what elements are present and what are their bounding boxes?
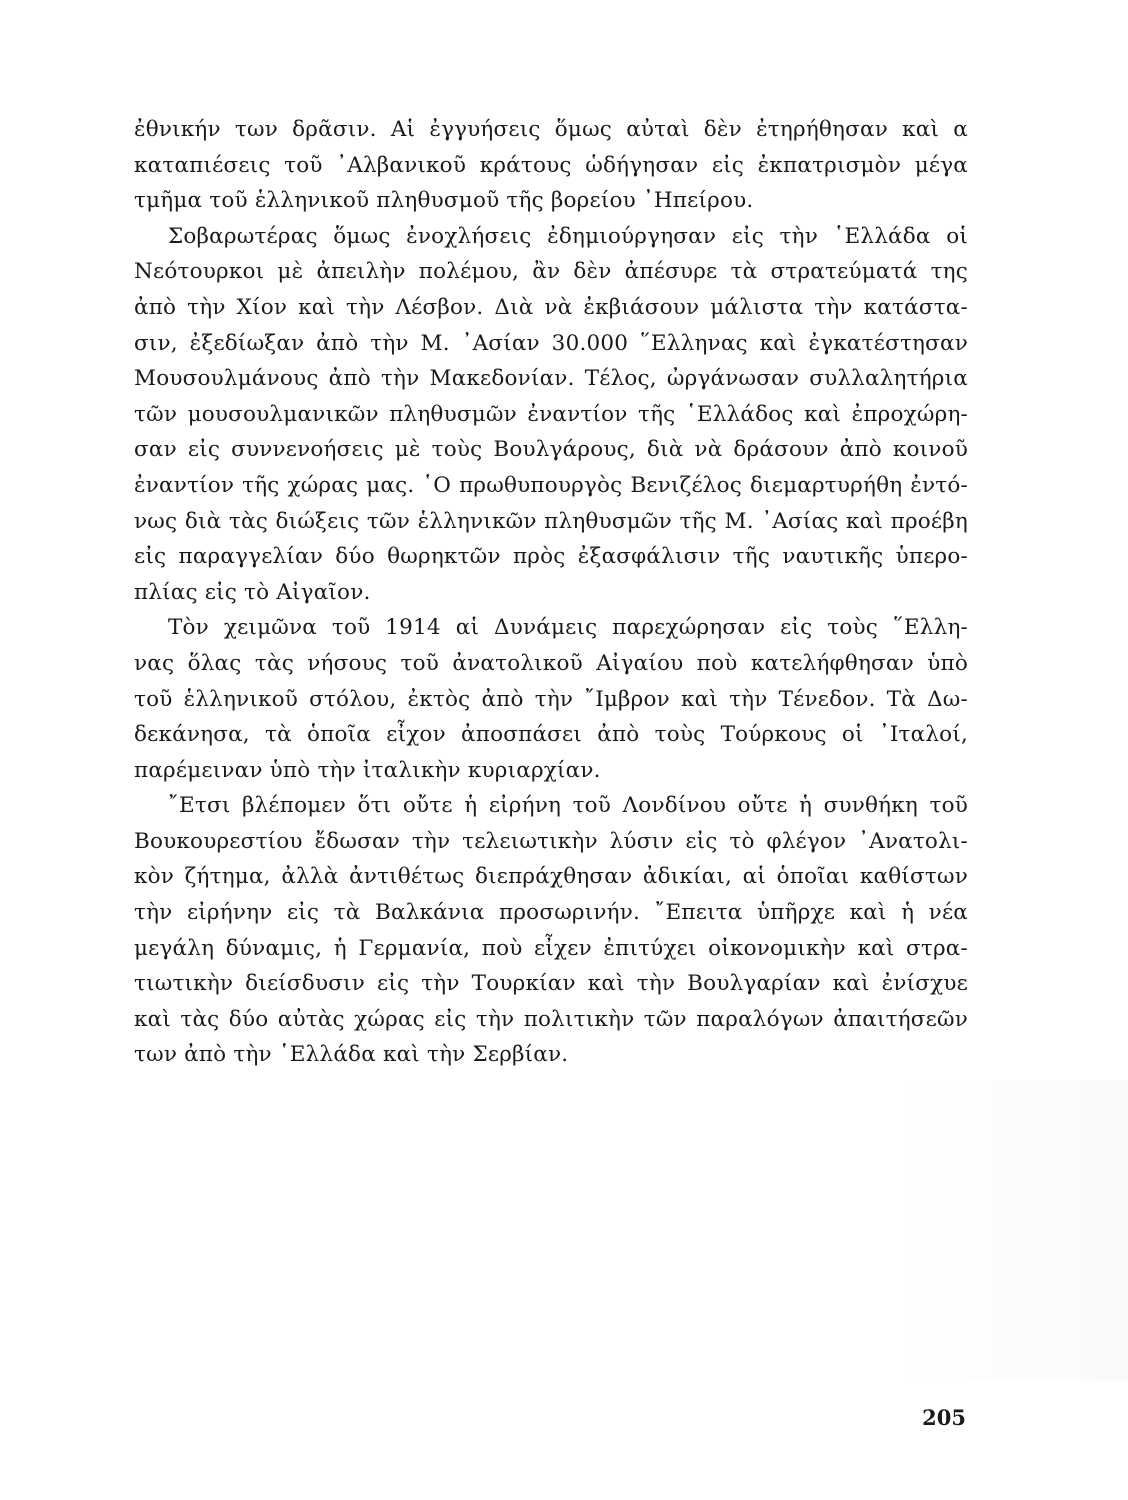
text-line: μεγάλη δύναμις, ἡ Γερμανία, ποὺ εἶχεν ἐπιτύχει οἰκονομικὴν καὶ στρα- (134, 935, 968, 961)
paragraph (134, 788, 968, 1073)
text-line: Μουσουλμάνους ἀπὸ τὴν Μακεδονίαν. Τέλος, ὠργάνωσαν συλλαλητήρια (134, 366, 968, 392)
text-line: εἰς παραγγελίαν δύο θωρηκτῶν πρὸς ἐξασφάλισιν τῆς ναυτικῆς ὑπερο- (134, 544, 968, 570)
text-line: τὴν εἰρήνην εἰς τὰ Βαλκάνια προσωρινήν. ῎Επειτα ὑπῆρχε καὶ ἡ νέα (134, 900, 968, 926)
text-line: Νεότουρκοι μὲ ἀπειλὴν πολέμου, ἂν δὲν ἀπέσυρε τὰ στρατεύματά της (134, 259, 968, 285)
text-line: σιν, ἐξεδίωξαν ἀπὸ τὴν Μ. ᾿Ασίαν 30.000 ῞Ελληνας καὶ ἐγκατέστησαν (134, 330, 968, 356)
text-line: Σοβαρωτέρας ὅμως ἐνοχλήσεις ἐδημιούργησαν εἰς τὴν ῾Ελλάδα οἱ (168, 223, 968, 249)
text-line: Βουκουρεστίου ἔδωσαν τὴν τελειωτικὴν λύσιν εἰς τὸ φλέγον ᾿Ανατολι- (134, 828, 968, 854)
text-line: των ἀπὸ τὴν ῾Ελλάδα καὶ τὴν Σερβίαν. (134, 1042, 569, 1068)
text-line: νας ὅλας τὰς νήσους τοῦ ἀνατολικοῦ Αἰγαίου ποὺ κατελήφθησαν ὑπὸ (134, 650, 968, 676)
text-line: τιωτικὴν διείσδυσιν εἰς τὴν Τουρκίαν καὶ τὴν Βουλγαρίαν καὶ ἐνίσχυε (134, 971, 968, 997)
text-line: σαν εἰς συννενοήσεις μὲ τοὺς Βουλγάρους, διὰ νὰ δράσουν ἀπὸ κοινοῦ (134, 437, 968, 463)
text-line: ῎Ετσι βλέπομεν ὅτι οὔτε ἡ εἰρήνη τοῦ Λονδίνου οὔτε ἡ συνθήκη τοῦ (168, 793, 968, 819)
paragraph (134, 610, 968, 788)
text-line: τοῦ ἑλληνικοῦ στόλου, ἐκτὸς ἀπὸ τὴν ῎Ιμβρον καὶ τὴν Τένεδον. Τὰ Δω- (134, 686, 968, 712)
show-through-shadow (898, 1080, 1128, 1380)
text-line: ἀπὸ τὴν Χίον καὶ τὴν Λέσβον. Διὰ νὰ ἐκβιάσουν μάλιστα τὴν κατάστα- (134, 294, 968, 320)
paragraph (134, 219, 968, 611)
text-line: καὶ τὰς δύο αὐτὰς χώρας εἰς τὴν πολιτικὴν τῶν παραλόγων ἀπαιτήσεῶν (134, 1006, 968, 1032)
text-line: τῶν μουσουλμανικῶν πληθυσμῶν ἐναντίον τῆς ῾Ελλάδος καὶ ἐπροχώρη- (134, 401, 968, 427)
text-line: νως διὰ τὰς διώξεις τῶν ἑλληνικῶν πληθυσμῶν τῆς Μ. ᾿Ασίας καὶ προέβη (134, 508, 968, 534)
text-line: ἐθνικήν των δρᾶσιν. Αἱ ἐγγυήσεις ὅμως αὐταὶ δὲν ἐτηρήθησαν καὶ α (134, 117, 968, 142)
text-line: ἐναντίον τῆς χώρας μας. ῾Ο πρωθυπουργὸς Βενιζέλος διεμαρτυρήθη ἐντό- (134, 472, 968, 498)
text-line: τμῆμα τοῦ ἑλληνικοῦ πληθυσμοῦ τῆς βορείου ᾿Ηπείρου. (134, 188, 754, 214)
text-line: πλίας εἰς τὸ Αἰγαῖον. (134, 579, 371, 605)
paragraph (134, 112, 968, 219)
page-number: 205 (922, 1405, 966, 1430)
text-line: δεκάνησα, τὰ ὁποῖα εἶχον ἀποσπάσει ἀπὸ τοὺς Τούρκους οἱ ᾿Ιταλοί, (134, 722, 968, 748)
text-line: κὸν ζήτημα, ἀλλὰ ἀντιθέτως διεπράχθησαν ἀδικίαι, αἱ ὁποῖαι καθίστων (134, 864, 968, 890)
text-line: καταπιέσεις τοῦ ᾿Αλβανικοῦ κράτους ὡδήγησαν εἰς ἐκπατρισμὸν μέγα (134, 152, 968, 178)
text-line: παρέμειναν ὑπὸ τὴν ἰταλικὴν κυριαρχίαν. (134, 757, 601, 783)
text-line: Τὸν χειμῶνα τοῦ 1914 αἱ Δυνάμεις παρεχώρησαν εἰς τοὺς ῞Ελλη- (168, 615, 968, 641)
body-text (134, 112, 968, 1073)
